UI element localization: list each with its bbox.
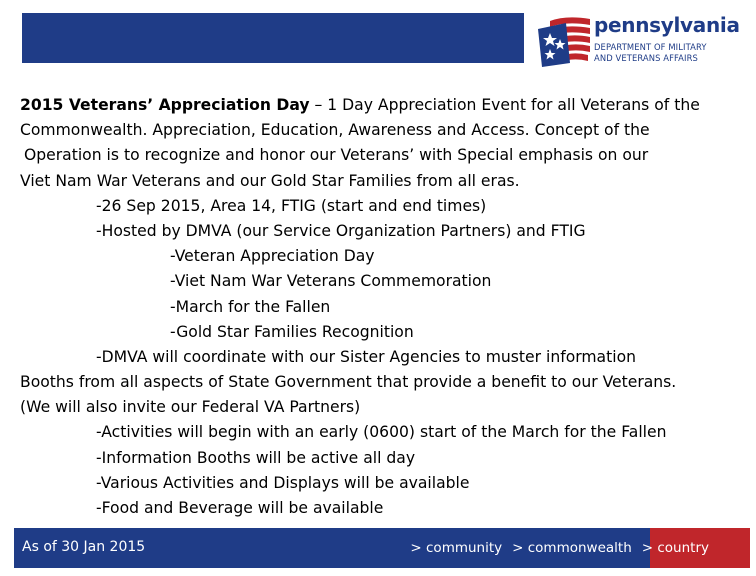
intro-line-3: Operation is to recognize and honor our Veterans’ with Special emphasis on our	[24, 146, 649, 165]
bullet-activities: -Activities will begin with an early (0600) start of the March for the Fallen	[96, 423, 667, 442]
bullet-date: -26 Sep 2015, Area 14, FTIG (start and end times)	[96, 196, 487, 215]
event-title-rest: – 1 Day Appreciation Event for all Veterans of the	[309, 96, 700, 114]
bullet-booths: -Information Booths will be active all day	[96, 448, 416, 467]
intro-line-4: Viet Nam War Veterans and our Gold Star Families from all eras.	[20, 171, 520, 190]
event-title: 2015 Veterans’ Appreciation Day	[20, 96, 310, 114]
intro-line-2: Commonwealth. Appreciation, Education, Awareness and Access. Concept of the	[20, 121, 650, 140]
dmva-continuation-1: Booths from all aspects of State Government that provide a benefit to our Veterans.	[20, 373, 677, 392]
sub-bullet-march: -March for the Fallen	[170, 297, 331, 316]
footer-tagline	[410, 540, 714, 556]
intro-line-1	[20, 93, 750, 118]
logo-wordmark: pennsylvania	[594, 13, 740, 37]
dmva-continuation-2: (We will also invite our Federal VA Partners)	[20, 398, 361, 417]
logo-department-line1: DEPARTMENT OF MILITARY	[594, 42, 707, 52]
footer-date: As of 30 Jan 2015	[22, 539, 146, 555]
sub-bullet-gold-star: -Gold Star Families Recognition	[170, 322, 414, 341]
footer-bar	[14, 528, 750, 568]
bullet-displays: -Various Activities and Displays will be available	[96, 473, 470, 492]
pa-dmva-logo	[536, 15, 750, 69]
bullet-dmva: -DMVA will coordinate with our Sister Agencies to muster information	[96, 347, 636, 366]
footer-link-commonwealth: > commonwealth	[512, 540, 632, 556]
footer-link-country: > country	[641, 540, 709, 556]
sub-bullet-appreciation: -Veteran Appreciation Day	[170, 247, 375, 266]
bullet-hosted: -Hosted by DMVA (our Service Organization Partners) and FTIG	[96, 221, 586, 240]
header-banner	[22, 13, 524, 63]
footer-link-community: > community	[410, 540, 503, 556]
logo-department-line2: AND VETERANS AFFAIRS	[594, 53, 698, 63]
slide-body	[20, 93, 750, 521]
flag-star-logo-icon	[536, 15, 592, 69]
bullet-food: -Food and Beverage will be available	[96, 499, 384, 517]
sub-bullet-commemoration: -Viet Nam War Veterans Commemoration	[170, 272, 492, 291]
